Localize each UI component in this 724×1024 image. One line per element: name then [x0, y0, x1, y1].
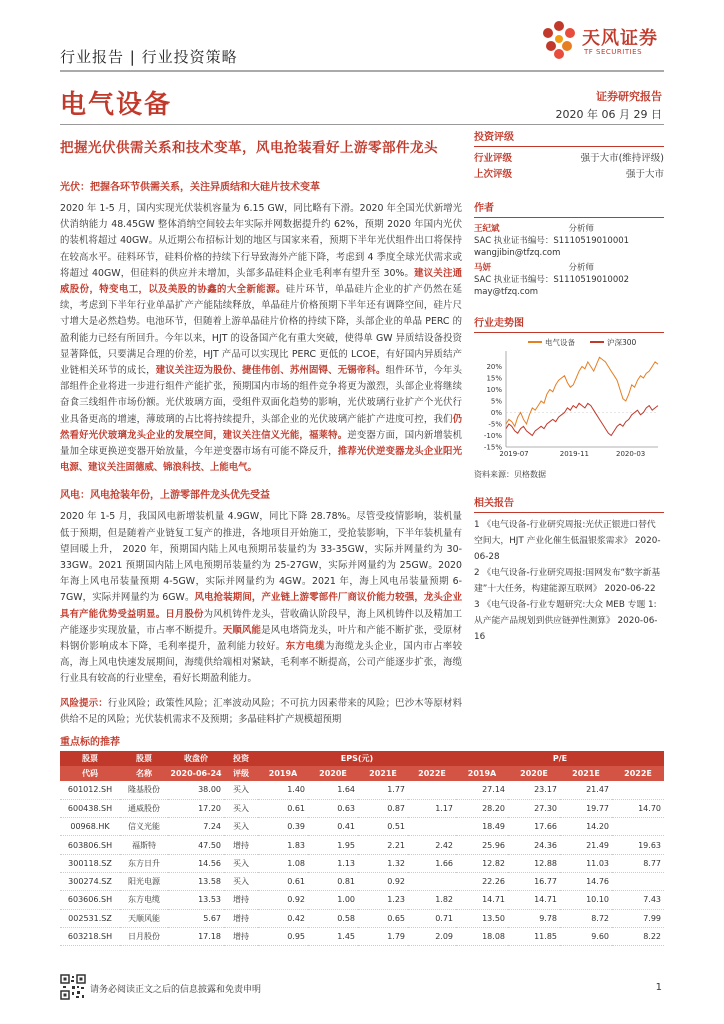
y-tick-label: 10%	[486, 386, 502, 394]
table-cell: 28.20	[456, 799, 508, 817]
table-row	[60, 818, 664, 836]
table-cell: 25.96	[456, 836, 508, 854]
table-cell: 21.47	[560, 781, 612, 799]
table-row	[60, 872, 664, 890]
risk-warning: 风险提示：行业风险；政策性风险；汇率波动风险；不可抗力因素带来的风险；巴沙木等原材料供给不足的风险；光伏装机需求不及预期；多晶硅料扩产规模超预期	[60, 697, 462, 725]
column-header: 2021E	[358, 766, 408, 781]
table-cell: 22.26	[456, 872, 508, 890]
table-cell: 1.23	[358, 891, 408, 909]
y-tick-label: -15%	[483, 443, 502, 452]
table-row	[60, 836, 664, 854]
table-cell: 601012.SH	[60, 781, 120, 799]
table-row	[60, 781, 664, 799]
stock-table	[60, 751, 664, 946]
table-cell: 002531.SZ	[60, 909, 120, 927]
table-cell: 13.58	[168, 872, 224, 890]
table-cell: 14.70	[612, 799, 664, 817]
table-cell: 0.63	[308, 799, 358, 817]
table-cell: 23.17	[508, 781, 560, 799]
report-category: 行业报告 | 行业投资策略	[60, 48, 238, 66]
table-row	[60, 799, 664, 817]
table-cell: 0.71	[408, 909, 456, 927]
table-cell: 日月股份	[120, 927, 168, 945]
table-cell: 13.53	[168, 891, 224, 909]
page-number: 1	[655, 982, 662, 993]
petal-logo-icon	[538, 18, 580, 62]
column-header: 2020E	[508, 766, 560, 781]
table-cell: 7.24	[168, 818, 224, 836]
table-cell: 0.92	[358, 872, 408, 890]
table-cell: 0.61	[258, 799, 308, 817]
table-cell: 0.81	[308, 872, 358, 890]
table-cell: 19.63	[612, 836, 664, 854]
column-header: 名称	[120, 766, 168, 781]
related-report[interactable]: 1 《电气设备-行业研究周报:光伏正银进口替代空间大，HJT 产业化催生低温银浆需求》 2020-06-28	[474, 520, 661, 562]
table-cell: 0.61	[258, 872, 308, 890]
table-row	[60, 909, 664, 927]
x-tick-label: 2020-03	[616, 450, 646, 458]
table-cell: 300118.SZ	[60, 854, 120, 872]
prev-rating-row: 上次评级 强于大市	[474, 169, 664, 180]
rating-divider	[474, 146, 664, 147]
table-cell: 买入	[224, 872, 258, 890]
main-body	[60, 178, 462, 728]
table-cell: 1.45	[308, 927, 358, 945]
related-report[interactable]: 2 《电气设备-行业研究周报:国网发布“数字新基建”十大任务，构建能源互联网》 2020-06-22	[474, 568, 661, 594]
table-cell: 8.22	[612, 927, 664, 945]
table-cell: 1.40	[258, 781, 308, 799]
column-header: 2019A	[258, 766, 308, 781]
table-cell: 18.08	[456, 927, 508, 945]
table-cell: 600438.SH	[60, 799, 120, 817]
table-cell: 0.95	[258, 927, 308, 945]
table-cell: 603218.SH	[60, 927, 120, 945]
related-report[interactable]: 3 《电气设备-行业专题研究:大众 MEB 专题 1:从产能产品规划到供应链弹性测算》 2020-06-16	[474, 600, 658, 642]
table-cell	[612, 781, 664, 799]
table-cell: 47.50	[168, 836, 224, 854]
table-cell: 隆基股份	[120, 781, 168, 799]
table-cell: 19.77	[560, 799, 612, 817]
brand-name: 天风证券	[582, 28, 658, 49]
y-tick-label: 20%	[486, 363, 502, 371]
table-cell: 1.17	[408, 799, 456, 817]
table-cell: 38.00	[168, 781, 224, 799]
table-cell: 1.95	[308, 836, 358, 854]
table-cell: 增持	[224, 836, 258, 854]
table-cell: 1.82	[408, 891, 456, 909]
table-cell: 14.71	[508, 891, 560, 909]
column-header: 代码	[60, 766, 120, 781]
legend-label: 沪深300	[607, 338, 637, 347]
table-cell: 27.30	[508, 799, 560, 817]
table-cell: 0.87	[358, 799, 408, 817]
author-card: 王纪斌 分析师 SAC 执业证书编号：S1110519010001 wangjibin@tfzq.com	[474, 224, 630, 258]
table-cell: 1.77	[358, 781, 408, 799]
column-header: 2022E	[408, 766, 456, 781]
table-cell: 0.42	[258, 909, 308, 927]
table-cell: 5.67	[168, 909, 224, 927]
table-cell: 24.36	[508, 836, 560, 854]
header-divider	[60, 70, 664, 72]
table-cell: 18.49	[456, 818, 508, 836]
table-sub-header	[60, 766, 664, 781]
section-heading-pv: 光伏：把握各环节供需关系，关注异质结和大硅片技术变革	[60, 182, 320, 193]
column-header: 2020E	[308, 766, 358, 781]
table-cell: 增持	[224, 909, 258, 927]
table-cell: 0.65	[358, 909, 408, 927]
paragraph-wind: 2020 年 1-5 月，我国风电新增装机量 4.9GW，同比下降 28.78%。尽管受疫情影响，装机量低于预期，但是随着产业链复工复产的推进，各地项目开始施工，受抢装影响，下半年装机量有望回暖上升， 2020 年，预期国内陆上风电预期吊装量约为 33-35GW，实际并网量约为 30-33GW。2021 预期国内陆上风电预期吊装量约为 25-27GW，实际并网量约为 25GW。2020 年海上风电吊装量预期 4-5GW，实际并网量约为 4GW。2021 年，海上风电吊装量预期 6-7GW，实际并网量约为 6GW。风电抢装期间，产业链上游零部件厂商议价能力较强，龙头企业具有产能优势受益明显。日月股份为风机铸件龙头，营收确认阶段早，海上风机铸件以及精加工产能逐步实现放量，市占率不断提升。天顺风能是风电塔筒龙头，叶片和产能不断扩张，受原材料钢价影响成本下降，毛利率提升，盈利能力较好。东方电缆为海缆龙头企业，国内市占率较高，海上风电快速发展期间，海缆供给端相对紧缺，毛利率不断提高，公司产能逐步扩张，海缆行业具有较高的行业壁垒，看好长期盈利能力。	[60, 511, 462, 685]
column-header: 2020-06-24	[168, 766, 224, 781]
table-cell: 1.64	[308, 781, 358, 799]
trend-title: 行业走势图	[474, 318, 524, 329]
section-heading-wind: 风电：风电抢装年份，上游零部件龙头优先受益	[60, 490, 270, 502]
table-cell: 11.85	[508, 927, 560, 945]
table-cell: 2.42	[408, 836, 456, 854]
chart-source: 资料来源：贝格数据	[474, 470, 546, 479]
table-cell: 0.51	[358, 818, 408, 836]
column-header: 评级	[224, 766, 258, 781]
table-group-header: 股票 股票 收盘价 投资 EPS(元) P/E	[60, 751, 664, 766]
series-line	[506, 357, 658, 426]
table-cell: 8.72	[560, 909, 612, 927]
authors-divider	[474, 217, 664, 218]
table-cell: 2.09	[408, 927, 456, 945]
legend-label: 电气设备	[545, 338, 575, 347]
table-cell: 1.32	[358, 854, 408, 872]
table-cell: 13.50	[456, 909, 508, 927]
column-header: 2019A	[456, 766, 508, 781]
table-cell: 10.10	[560, 891, 612, 909]
footer-disclaimer: 请务必阅读正文之后的信息披露和免责申明	[90, 985, 262, 995]
table-cell	[612, 818, 664, 836]
table-cell: 2.21	[358, 836, 408, 854]
table-cell: 0.41	[308, 818, 358, 836]
table-cell: 14.76	[560, 872, 612, 890]
column-header: 2022E	[612, 766, 664, 781]
y-tick-label: -5%	[488, 420, 502, 429]
table-cell: 增持	[224, 927, 258, 945]
table-row	[60, 854, 664, 872]
table-cell	[408, 872, 456, 890]
table-row	[60, 891, 664, 909]
table-cell: 1.66	[408, 854, 456, 872]
table-cell: 1.00	[308, 891, 358, 909]
company-logo	[538, 18, 668, 66]
brand-name-en: TF SECURITIES	[584, 48, 643, 56]
table-cell: 7.43	[612, 891, 664, 909]
table-cell: 东方日升	[120, 854, 168, 872]
table-title: 重点标的推荐	[60, 737, 120, 748]
table-cell: 0.58	[308, 909, 358, 927]
column-header: 2021E	[560, 766, 612, 781]
y-tick-label: 5%	[490, 397, 502, 406]
table-cell: 603606.SH	[60, 891, 120, 909]
table-cell: 9.78	[508, 909, 560, 927]
table-cell: 0.39	[258, 818, 308, 836]
authors-title: 作者	[474, 203, 494, 214]
table-cell: 阳光电源	[120, 872, 168, 890]
y-tick-label: 0%	[490, 409, 502, 417]
table-cell: 17.66	[508, 818, 560, 836]
table-cell: 1.83	[258, 836, 308, 854]
table-cell: 14.56	[168, 854, 224, 872]
table-cell: 天顺风能	[120, 909, 168, 927]
table-cell: 福斯特	[120, 836, 168, 854]
paragraph-pv: 2020 年 1-5 月，国内实现光伏装机容量为 6.15 GW，同比略有下滑。2020 年全国光伏新增光伏消纳能力 48.45GW 整体消纳空间较去年实际并网数据提升约 62%，预期 2020 年国内光伏的装机将超过 40GW。从近期公布招标计划的地区与国家来看，预期下半年光伏组件出口将保持在较高水平。硅料环节，硅料价格的持续下行导致海外产能下降，考虑到 4 季度全球光伏需求或将超过 40GW，但硅料的供应并未增加，头部多晶硅料企业毛利率有望升至 30%。建议关注通威股份，特变电工，以及美股的协鑫的大全新能源。硅片环节，单晶硅片企业的扩产仍然在延续，考虑到下半年行业单晶扩产产能陆续释放，单晶硅片价格预期下半年还有调降空间，硅片尺寸增大是必然趋势。电池环节，但随着上游单晶硅片价格的持续下降，头部企业的单晶 PERC 的盈利能力已经有所回升。今年以来，HJT 的设备国产化有重大突破，使得单 GW 异质结设备投资显著降低，只要满足合理的价差，HJT 产品可以实现比 PERC 更低的 LCOE，有好国内异质结产业链相关环节的成长，建议关注迈为股份、捷佳伟创、苏州固锝、无锡帝科。组件环节，今年头部组件企业将进一步进行组件产能扩张，预期国内市场的组件竞争将更为激烈，头部企业将继续奋食三线组件市场份额。光伏玻璃方面，受组件双面化趋势的影响，光伏玻璃行业扩产个光伏行业具备更高的增速，薄玻璃的占比将持续提升，头部企业的光伏玻璃产能扩产进度可控，我们仍然看好光伏玻璃龙头企业的发展空间，建议关注信义光能，福莱特。逆变器方面，国内新增装机量加全球更换逆变器开始放量，今年逆变器市场有可能不降反升，推荐光伏逆变器龙头企业阳光电源、建议关注固德威、锦浪科技、上能电气。	[60, 203, 462, 474]
table-cell: 603806.SH	[60, 836, 120, 854]
table-cell: 买入	[224, 799, 258, 817]
y-tick-label: 15%	[486, 374, 502, 383]
page-title: 电气设备	[60, 90, 173, 120]
x-tick-label: 2019-07	[499, 450, 529, 458]
report-type: 证券研究报告	[596, 90, 662, 103]
table-cell: 12.82	[456, 854, 508, 872]
y-tick-label: -10%	[483, 432, 502, 440]
table-cell: 9.60	[560, 927, 612, 945]
table-cell: 0.92	[258, 891, 308, 909]
table-cell: 买入	[224, 854, 258, 872]
qr-code-icon	[60, 974, 86, 1000]
table-cell: 东方电缆	[120, 891, 168, 909]
industry-rating-row: 行业评级 强于大市(维持评级)	[474, 153, 664, 164]
report-headline: 把握光伏供需关系和技术变革，风电抢装看好上游零部件龙头	[60, 140, 438, 156]
stock-table-section	[60, 733, 664, 946]
table-cell: 信义光能	[120, 818, 168, 836]
report-date: 2020 年 06 月 29 日	[555, 108, 662, 121]
table-cell	[408, 818, 456, 836]
table-cell: 通威股份	[120, 799, 168, 817]
table-cell: 21.49	[560, 836, 612, 854]
table-cell: 1.79	[358, 927, 408, 945]
table-cell: 17.20	[168, 799, 224, 817]
table-cell: 7.99	[612, 909, 664, 927]
table-cell: 1.13	[308, 854, 358, 872]
table-cell: 8.77	[612, 854, 664, 872]
series-line	[506, 403, 658, 435]
table-cell: 增持	[224, 891, 258, 909]
table-cell: 买入	[224, 781, 258, 799]
related-title: 相关报告	[474, 498, 514, 509]
table-cell: 16.77	[508, 872, 560, 890]
related-divider	[474, 512, 664, 513]
table-cell: 17.18	[168, 927, 224, 945]
table-cell	[408, 781, 456, 799]
table-cell: 00968.HK	[60, 818, 120, 836]
table-cell: 14.71	[456, 891, 508, 909]
table-cell: 27.14	[456, 781, 508, 799]
rating-title: 投资评级	[474, 132, 514, 143]
table-cell: 14.20	[560, 818, 612, 836]
table-cell: 1.08	[258, 854, 308, 872]
table-cell: 300274.SZ	[60, 872, 120, 890]
table-cell	[612, 872, 664, 890]
x-tick-label: 2019-11	[559, 450, 590, 458]
table-cell: 12.88	[508, 854, 560, 872]
table-cell: 买入	[224, 818, 258, 836]
table-row	[60, 927, 664, 945]
sidebar	[474, 124, 664, 645]
author-card: 马妍 分析师 SAC 执业证书编号：S1110519010002 may@tfzq.com	[474, 263, 630, 297]
industry-trend-chart	[474, 333, 664, 463]
table-cell: 11.03	[560, 854, 612, 872]
